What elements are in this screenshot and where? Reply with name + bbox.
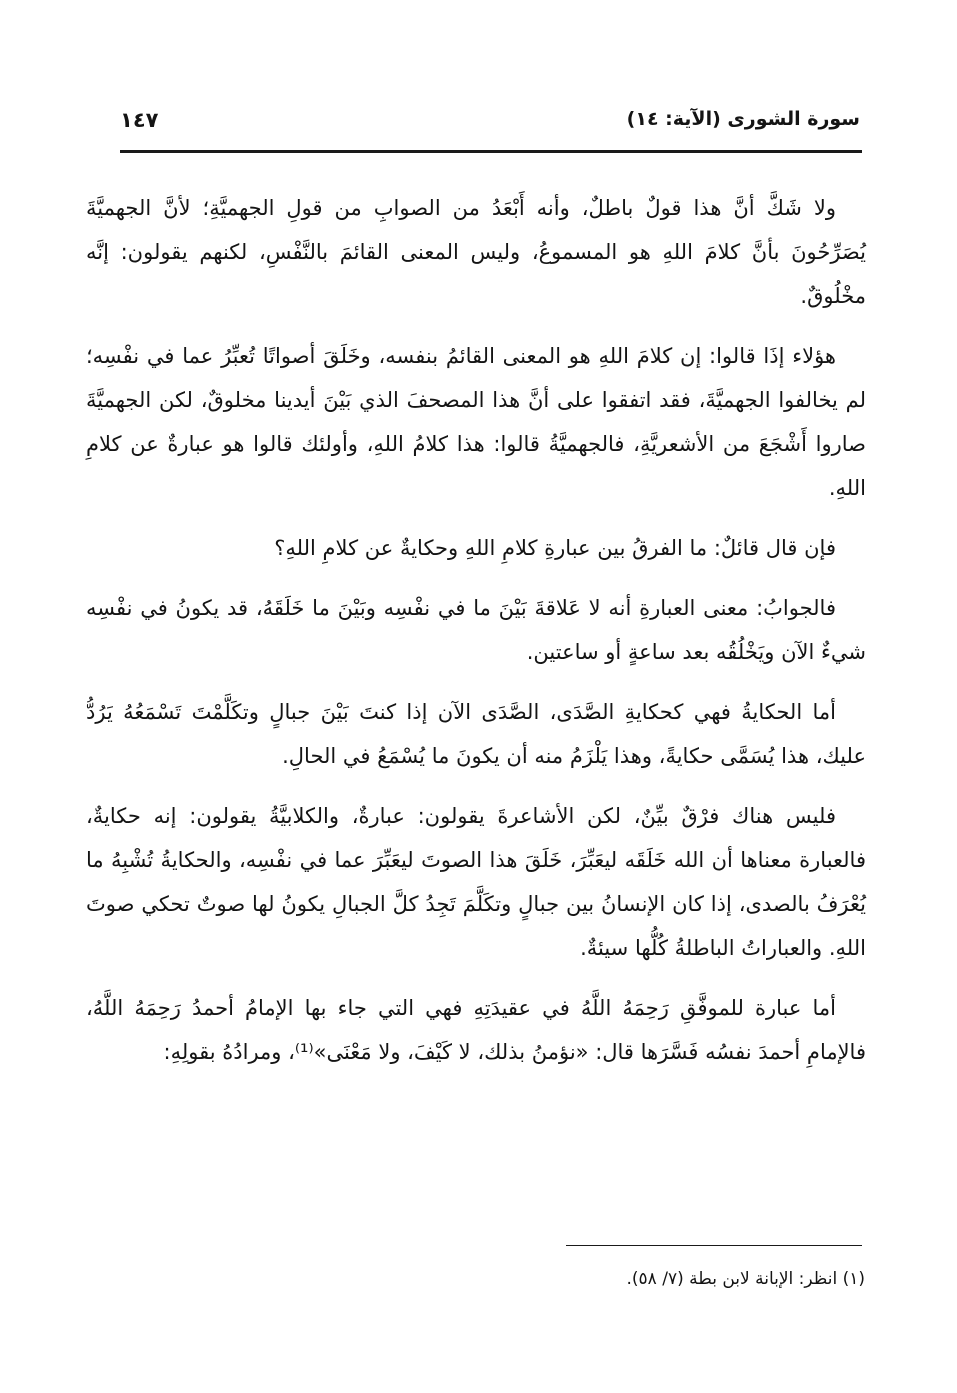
header-divider	[120, 150, 862, 153]
paragraph: ولا شَكَّ أنَّ هذا قولٌ باطلٌ، وأنه أَبْعَدُ من الصوابِ من قولِ الجهميَّةِ؛ لأنَّ الجهميَّةَ يُصَرِّحُونَ بأنَّ كلامَ اللهِ هو المسموعُ، وليس المعنى القائمَ بالنَّفْسِ، لكنهم يقولون: إنَّه مخْلُوقٌ.	[86, 196, 866, 308]
footnote: (١) انظر: الإبانة لابن بطة (٧/ ٥٨).	[626, 1269, 865, 1289]
paragraph: هؤلاء إذَا قالوا: إن كلامَ اللهِ هو المعنى القائمُ بنفسه، وخَلَقَ أصواتًا تُعبِّرُ عما في نفْسِه؛ لم يخالفوا الجهميَّةَ، فقد اتفقوا على أنَّ هذا المصحفَ الذي بَيْنَ أيدينا مخلوقٌ، لكن الجهميَّةَ صاروا أَشْجَعَ من الأشعريَّةِ، فالجهميَّةُ قالوا: هذا كلامُ اللهِ، وأولئك قالوا هو عبارةٌ عن كلامِ اللهِ.	[86, 344, 866, 500]
page-number: ١٤٧	[120, 108, 159, 132]
paragraph: فإن قال قائلٌ: ما الفرقُ بين عبارةِ كلامِ اللهِ وحكايةٌ عن كلامِ اللهِ؟	[274, 536, 836, 560]
paragraph: أما الحكايةُ فهي كحكايةِ الصَّدَى، الصَّدَى الآن إذا كنتَ بَيْنَ جبالٍ وتكَلَّمْتَ تَسْمَعُهُ يَرُدُّ عليك، هذا يُسَمَّى حكايةً، وهذا يَلْزَمُ منه أن يكونَ ما يُسْمَعُ في الحالِ.	[86, 700, 866, 768]
main-text	[86, 186, 866, 1090]
paragraph: فالجوابُ: معنى العبارةِ أنه لا عَلاقةَ بَيْنَ ما في نفْسِه وبَيْنَ ما خَلَقَهُ، قد يكونُ في نفْسِه شيءٌ الآن ويَخْلُقُه بعد ساعةٍ أو ساعتين.	[86, 596, 866, 664]
paragraph: فليس هناك فرْقٌ بيِّنٌ، لكن الأشاعرةَ يقولون: عبارةٌ، والكلابيَّةُ يقولون: إنه حكايةٌ، فالعبارة معناها أن الله خَلَقَه ليعَبِّرَ، خَلَقَ هذا الصوتَ ليعَبِّرَ عما في نفْسِه، والحكايةُ تُشْبِهُ ما يُعْرَفُ بالصدى، إذا كان الإنسانُ بين جبالٍ وتكَلَّمَ تَجِدُ كلَّ الجبالِ يكونُ لها صوتٌ تحكي صوتَ اللهِ. والعباراتُ الباطلةُ كُلُّها سيئةٌ.	[86, 804, 866, 960]
surah-header-title: سورة الشورى (الآية: ١٤)	[626, 108, 860, 130]
paragraph: أما عبارة للموفَّقِ رَحِمَهُ اللَّهُ في عقيدَتِهِ فهي التي جاء بها الإمامُ أحمدُ رَحِمَهُ اللَّهُ، فالإمامِ أحمدَ نفسُه فَسَّرَها قال: «نؤمنُ بذلك، لا كَيْفَ، ولا مَعْنَى»⁽¹⁾، ومرادُهُ بقولِهِ:	[86, 996, 866, 1064]
running-header	[120, 108, 860, 152]
footnote-divider	[566, 1245, 862, 1246]
